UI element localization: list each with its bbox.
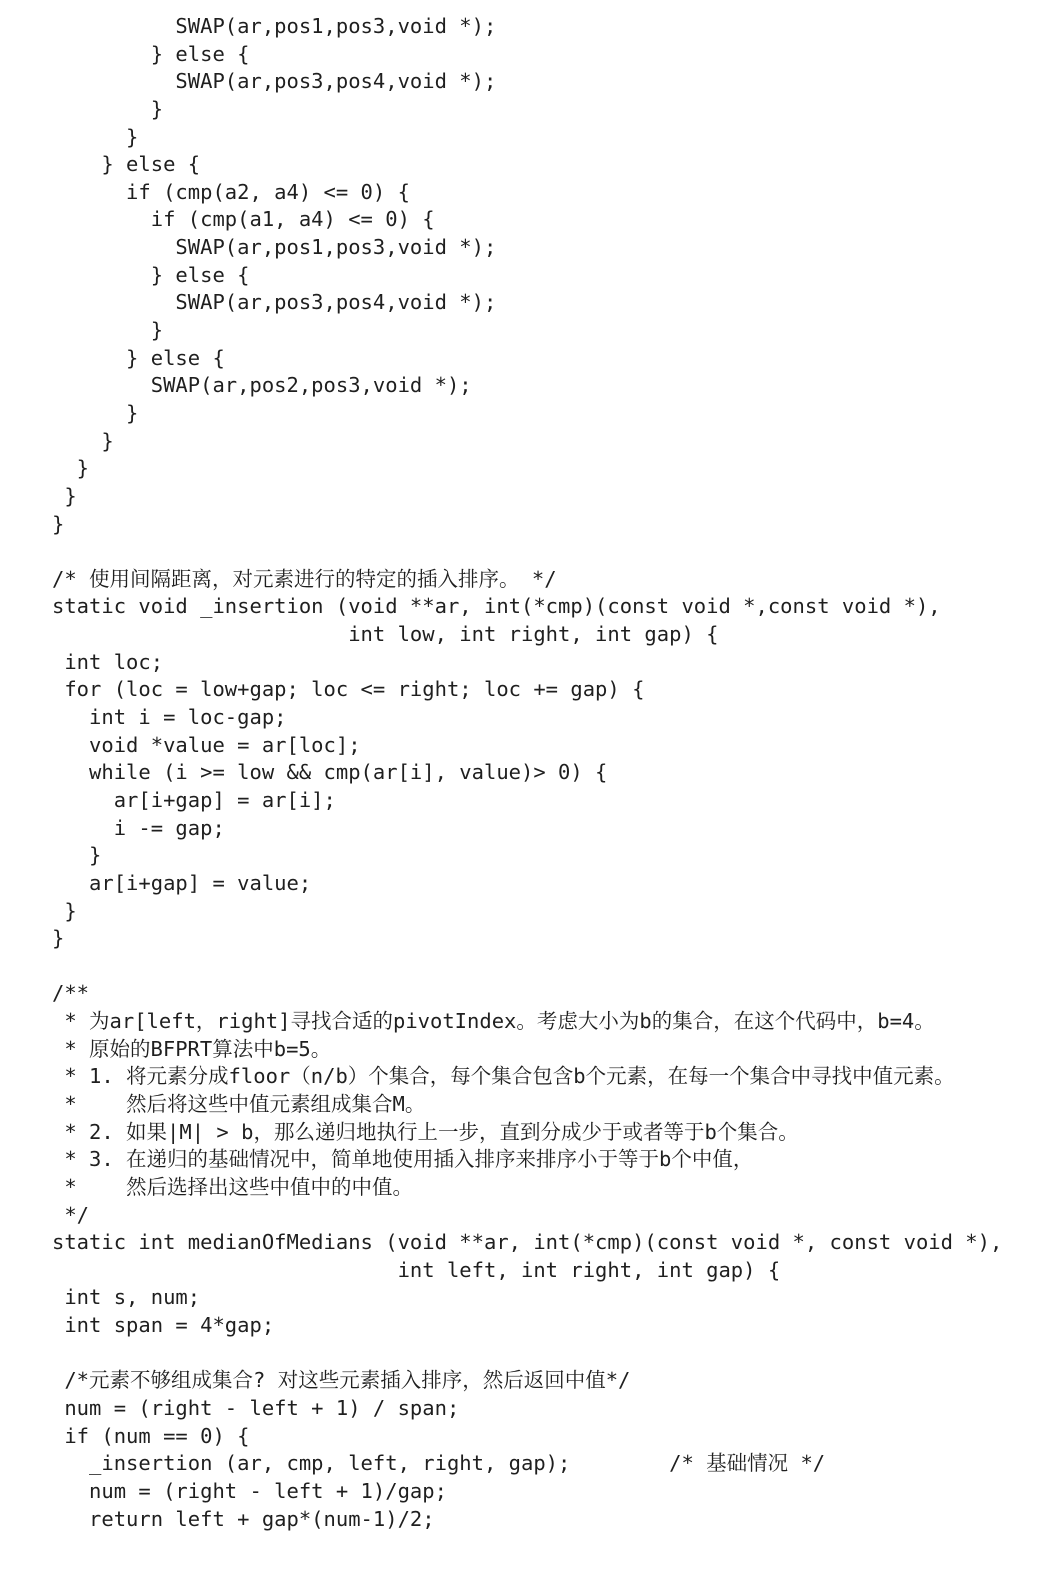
code-line: }: [52, 428, 114, 453]
code-line: int left, int right, int gap) {: [52, 1257, 781, 1282]
code-line: if (cmp(a1, a4) <= 0) {: [52, 207, 435, 232]
code-line: }: [52, 843, 102, 868]
code-line: * 为ar[left，right]寻找合适的pivotIndex。考虑大小为b的集合，在这个代码中，b=4。: [52, 1009, 935, 1034]
code-line: }: [52, 124, 139, 149]
code-line: for (loc = low+gap; loc <= right; loc += gap) {: [52, 677, 645, 702]
code-line: * 原始的BFPRT算法中b=5。: [52, 1036, 332, 1061]
code-line: int loc;: [52, 649, 164, 674]
code-line: /*元素不够组成集合? 对这些元素插入排序，然后返回中值*/: [52, 1368, 631, 1393]
code-line: }: [52, 483, 77, 508]
code-line: } else {: [52, 345, 225, 370]
code-line: num = (right - left + 1) / span;: [52, 1396, 460, 1421]
code-line: }: [52, 511, 65, 536]
code-line: } else {: [52, 262, 250, 287]
code-line: SWAP(ar,pos1,pos3,void *);: [52, 14, 497, 38]
code-listing: [52, 13, 1002, 1533]
code-line: } else {: [52, 152, 201, 177]
code-line: }: [52, 318, 164, 343]
code-line: int s, num;: [52, 1285, 201, 1310]
code-line: * 然后选择出这些中值中的中值。: [52, 1174, 414, 1199]
code-line: void *value = ar[loc];: [52, 732, 361, 757]
code-line: * 然后将这些中值元素组成集合M。: [52, 1091, 426, 1116]
code-line: [52, 538, 1002, 566]
code-line: }: [52, 400, 139, 425]
code-line: if (cmp(a2, a4) <= 0) {: [52, 179, 410, 204]
code-line: num = (right - left + 1)/gap;: [52, 1478, 447, 1503]
code-line: /**: [52, 981, 90, 1006]
code-line: */: [52, 1202, 90, 1227]
code-line: int span = 4*gap;: [52, 1313, 275, 1338]
code-line: * 1. 将元素分成floor（n/b）个集合，每个集合包含b个元素，在每一个集合中寻找中值元素。: [52, 1064, 955, 1089]
code-line: }: [52, 96, 164, 121]
code-line: [52, 953, 1002, 981]
code-line: static void _insertion (void **ar, int(*cmp)(const void *,const void *),: [52, 594, 941, 619]
code-line: while (i >= low && cmp(ar[i], value)> 0) {: [52, 760, 608, 785]
code-line: }: [52, 926, 65, 951]
code-line: }: [52, 898, 77, 923]
code-line: SWAP(ar,pos1,pos3,void *);: [52, 235, 497, 260]
code-line: return left + gap*(num-1)/2;: [52, 1506, 435, 1531]
code-line: ar[i+gap] = value;: [52, 870, 312, 895]
code-line: int i = loc-gap;: [52, 705, 287, 730]
code-line: /* 使用间隔距离，对元素进行的特定的插入排序。 */: [52, 566, 557, 591]
code-line: i -= gap;: [52, 815, 225, 840]
code-line: } else {: [52, 41, 250, 66]
code-line: static int medianOfMedians (void **ar, int(*cmp)(const void *, const void *),: [52, 1230, 1003, 1255]
code-line: SWAP(ar,pos3,pos4,void *);: [52, 69, 497, 94]
code-line: [52, 1340, 1002, 1368]
code-line: ar[i+gap] = ar[i];: [52, 787, 336, 812]
code-line: * 2. 如果|M| > b，那么递归地执行上一步，直到分成少于或者等于b个集合。: [52, 1119, 799, 1144]
code-line: if (num == 0) {: [52, 1423, 250, 1448]
code-line: _insertion (ar, cmp, left, right, gap); /* 基础情况 */: [52, 1451, 826, 1476]
code-line: SWAP(ar,pos3,pos4,void *);: [52, 290, 497, 315]
code-line: }: [52, 456, 90, 481]
code-line: SWAP(ar,pos2,pos3,void *);: [52, 373, 472, 398]
code-line: int low, int right, int gap) {: [52, 622, 719, 647]
code-line: * 3. 在递归的基础情况中，简单地使用插入排序来排序小于等于b个中值，: [52, 1147, 754, 1172]
